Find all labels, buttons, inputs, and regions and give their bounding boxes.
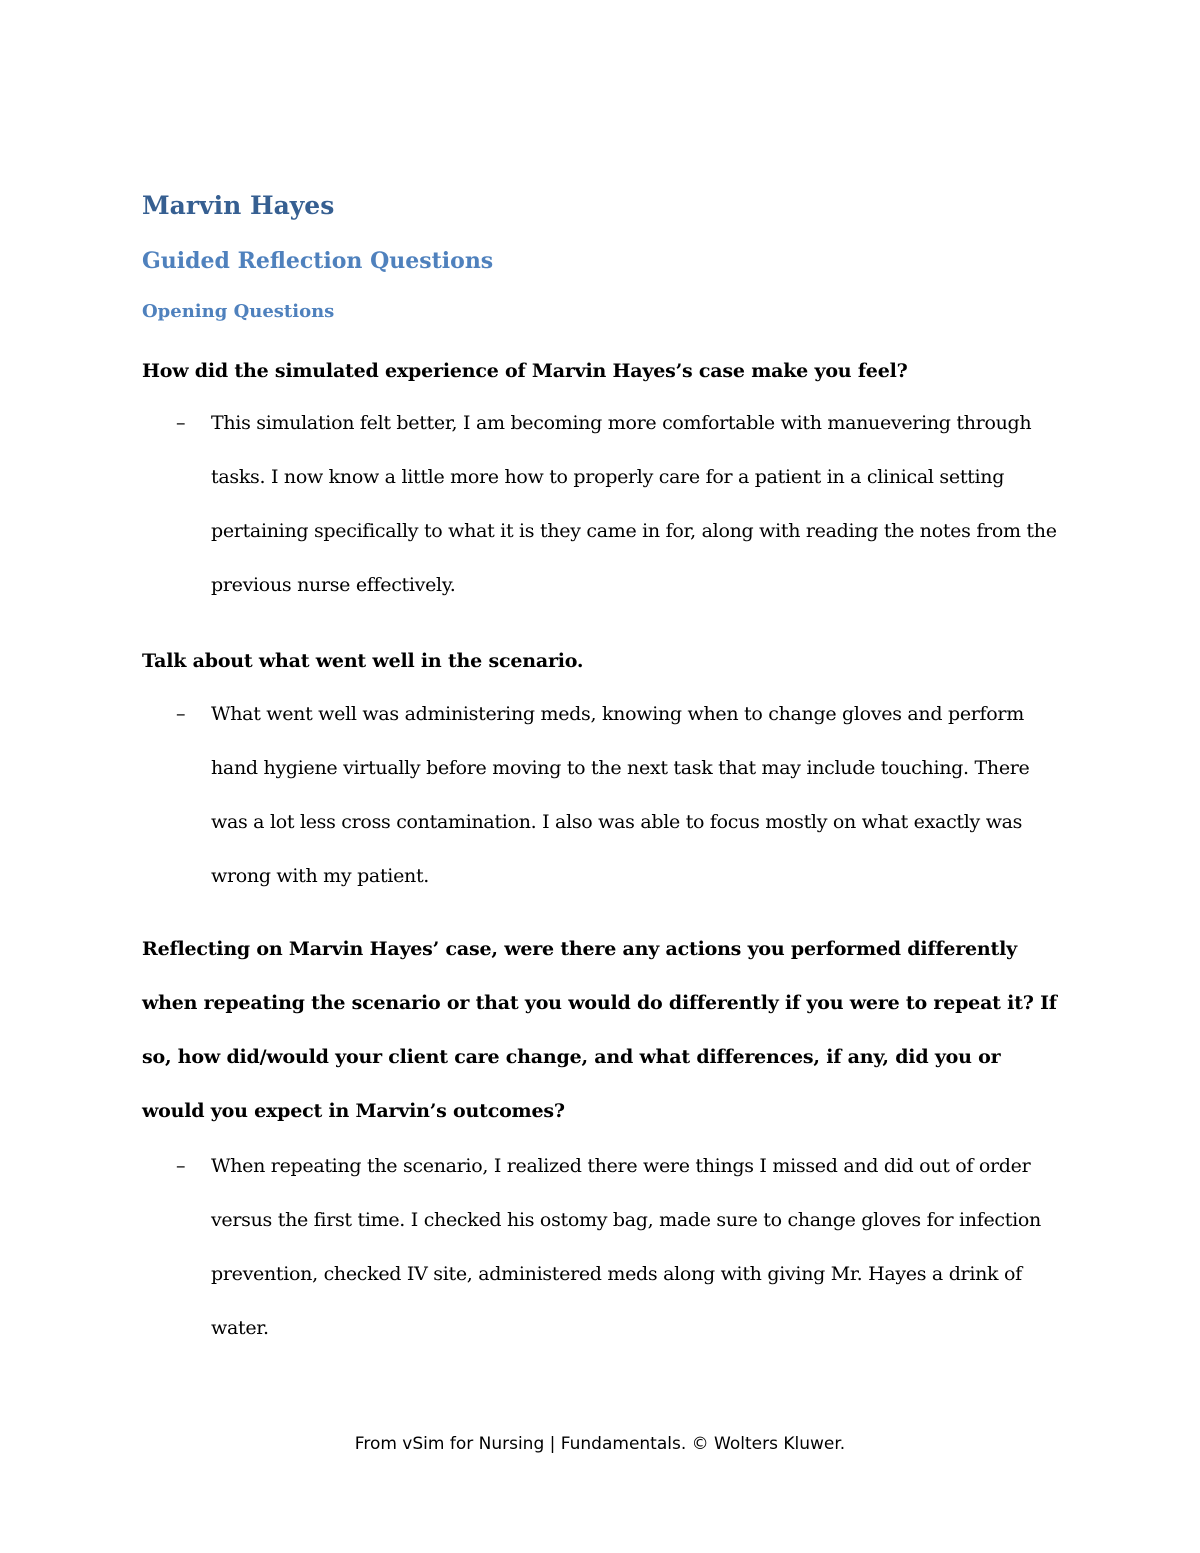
bullet-dash: – (176, 703, 186, 725)
answer-3: When repeating the scenario, I realized there were things I missed and did out of order versus the first time. I checked his ostomy bag, made sure to change gloves for infection prevention, checked IV site, administered meds along with giving Mr. Hayes a drink of water. (211, 1155, 1041, 1339)
page-footer: From vSim for Nursing | Fundamentals. © Wolters Kluwer. (354, 1434, 846, 1454)
question-1: How did the simulated experience of Marvin Hayes’s case make you feel? (142, 360, 908, 382)
bullet-dash: – (176, 1155, 186, 1177)
document-title: Marvin Hayes (142, 191, 335, 220)
section-heading: Opening Questions (142, 301, 335, 322)
document-subtitle: Guided Reflection Questions (142, 248, 494, 274)
bullet-dash: – (176, 412, 186, 434)
answer-2: What went well was administering meds, knowing when to change gloves and perform hand hygiene virtually before moving to the next task that may include touching. There was a lot less cross contamination. I also was able to focus mostly on what exactly was wrong with my patient. (211, 703, 1030, 887)
question-3: Reflecting on Marvin Hayes’ case, were there any actions you performed differently when repeating the scenario or that you would do differently if you were to repeat it? If so, how did/would your client care change, and what differences, if any, did you or would you expect in Marvin’s outcomes? (142, 938, 1057, 1122)
answer-1: This simulation felt better, I am becoming more comfortable with manuevering through tasks. I now know a little more how to properly care for a patient in a clinical setting pertaining specifically to what it is they came in for, along with reading the notes from the previous nurse effectively. (211, 412, 1057, 596)
question-2: Talk about what went well in the scenario. (142, 650, 584, 672)
